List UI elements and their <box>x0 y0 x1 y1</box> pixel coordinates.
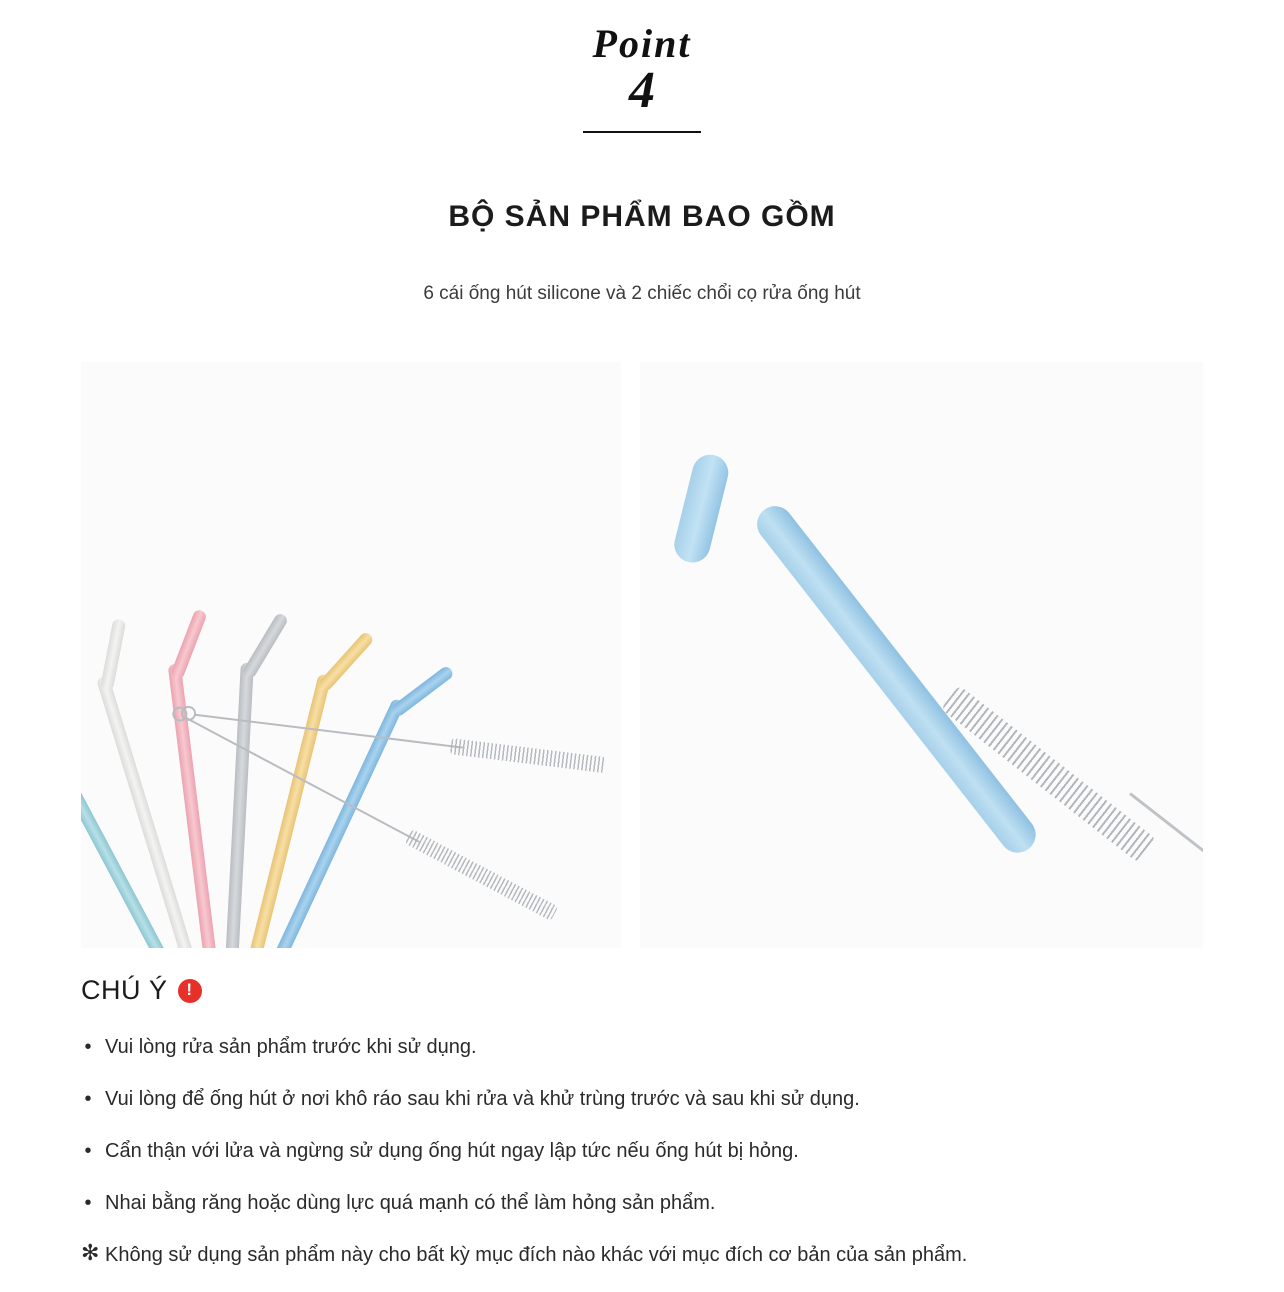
big-straw-tip <box>671 451 733 566</box>
straw-tip <box>317 631 375 693</box>
list-item <box>81 1136 1211 1166</box>
note-text: Không sử dụng sản phẩm này cho bất kỳ mục đích nào khác với mục đích cơ bản của sản phẩm. <box>105 1244 968 1266</box>
warning-icon: ! <box>178 979 202 1003</box>
bullet-marker: • <box>84 1140 92 1162</box>
list-item <box>81 1084 1211 1114</box>
point-header <box>0 22 1284 133</box>
bullet-marker: • <box>84 1192 92 1214</box>
straw-tip <box>241 612 289 680</box>
straw-body <box>221 663 254 948</box>
bullet-marker: • <box>84 1036 92 1058</box>
notes-heading-label: CHÚ Ý <box>81 975 168 1005</box>
product-image-straw-closeup <box>640 362 1203 948</box>
list-item <box>81 1188 1211 1218</box>
big-straw-body <box>750 499 1043 860</box>
brush-head <box>405 829 558 921</box>
notes-list <box>81 1032 1211 1270</box>
straw-tip <box>100 618 126 691</box>
straw-tip <box>390 665 455 719</box>
page-title: BỘ SẢN PHẨM BAO GỒM <box>448 200 836 233</box>
notes-heading <box>81 975 1211 1006</box>
straw-tip <box>170 608 208 680</box>
brush-head <box>450 738 606 773</box>
note-text: Nhai bằng răng hoặc dùng lực quá mạnh có thể làm hỏng sản phẩm. <box>105 1192 716 1214</box>
big-straw <box>650 392 1203 948</box>
note-text: Vui lòng để ống hút ở nơi khô ráo sau khi rửa và khử trùng trước và sau khi sử dụng. <box>105 1088 860 1110</box>
note-text: Cẩn thận với lửa và ngừng sử dụng ống hút ngay lập tức nếu ống hút bị hỏng. <box>105 1140 799 1162</box>
straw-grey <box>221 663 254 948</box>
point-number: 4 <box>629 62 655 119</box>
page-subtitle: 6 cái ống hút silicone và 2 chiếc chổi cọ rửa ống hút <box>423 283 861 304</box>
header-divider <box>583 131 701 133</box>
note-text: Vui lòng rửa sản phẩm trước khi sử dụng. <box>105 1036 477 1058</box>
product-gallery <box>81 362 1203 948</box>
notes-section <box>81 975 1211 1292</box>
asterisk-marker: ✻ <box>81 1240 100 1265</box>
list-item <box>81 1032 1211 1062</box>
point-word: Point <box>592 21 692 66</box>
product-image-straw-set <box>81 362 621 948</box>
bullet-marker: • <box>84 1088 92 1110</box>
list-item <box>81 1240 1211 1270</box>
